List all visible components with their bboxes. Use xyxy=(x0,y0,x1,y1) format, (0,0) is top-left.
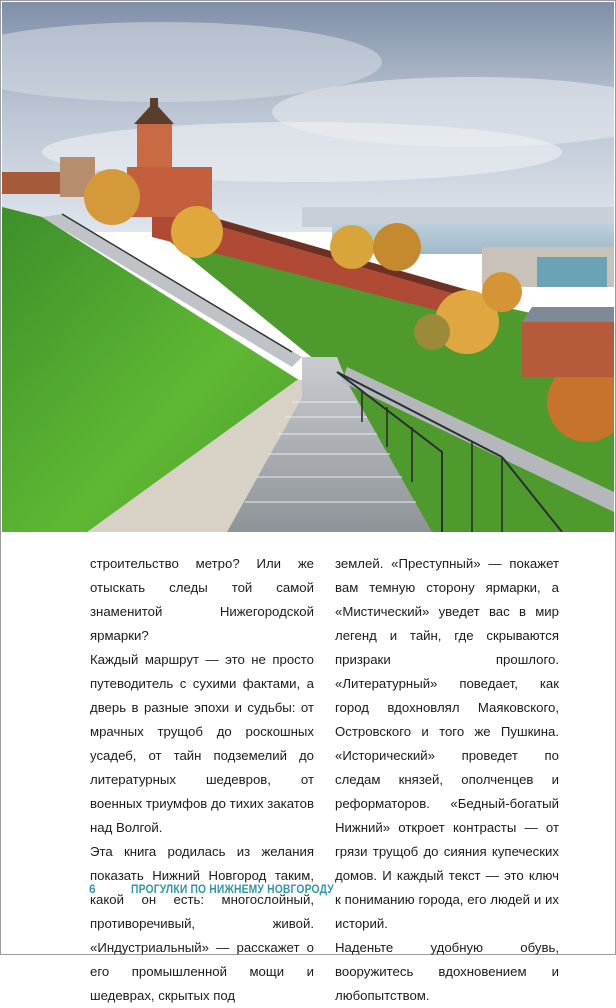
text-column-right xyxy=(335,552,559,1008)
text-column-left xyxy=(90,552,314,1008)
kremlin-staircase-photo xyxy=(2,2,614,532)
paragraph: Эта книга родилась из желания показать Нижний Новгород таким, какой он есть: многослойный, противоречивый, живой. «Индустриальный» — расскажет о его промышленной мощи и шедеврах, скрытых под xyxy=(90,844,314,1003)
page-footer xyxy=(0,882,616,902)
paragraph: землей. «Преступный» — покажет вам темную сторону ярмарки, а «Мистический» уведет вас в мир легенд и тайн, где скрываются призраки прошлого. «Литературный» поведает, как город вдохновлял Маяковского, Островского и того же Пушкина. «Исторический» проведет по следам князей, ополченцев и реформаторов. «Бедный-богатый Нижний» откроет контрасты — от грязи трущоб до сияния купеческих домов. И каждый текст — это ключ к пониманию города, его людей и их историй. xyxy=(335,556,559,931)
paragraph: Наденьте удобную обувь, вооружитесь вдохновением и любопытством. xyxy=(335,940,559,1003)
paragraph: Каждый маршрут — это не просто путеводитель с сухими фактами, а дверь в разные эпохи и судьбы: от мрачных трущоб до роскошных усадеб, от тайн подземелий до литературных шедевров, от военных триумфов до тихих закатов над Волгой. xyxy=(90,652,314,835)
page-number: 6 xyxy=(89,882,96,896)
running-title: ПРОГУЛКИ ПО НИЖНЕМУ НОВГОРОДУ xyxy=(131,882,334,896)
paragraph: строительство метро? Или же отыскать следы той самой знаменитой Нижегородской ярмарки? xyxy=(90,556,314,643)
